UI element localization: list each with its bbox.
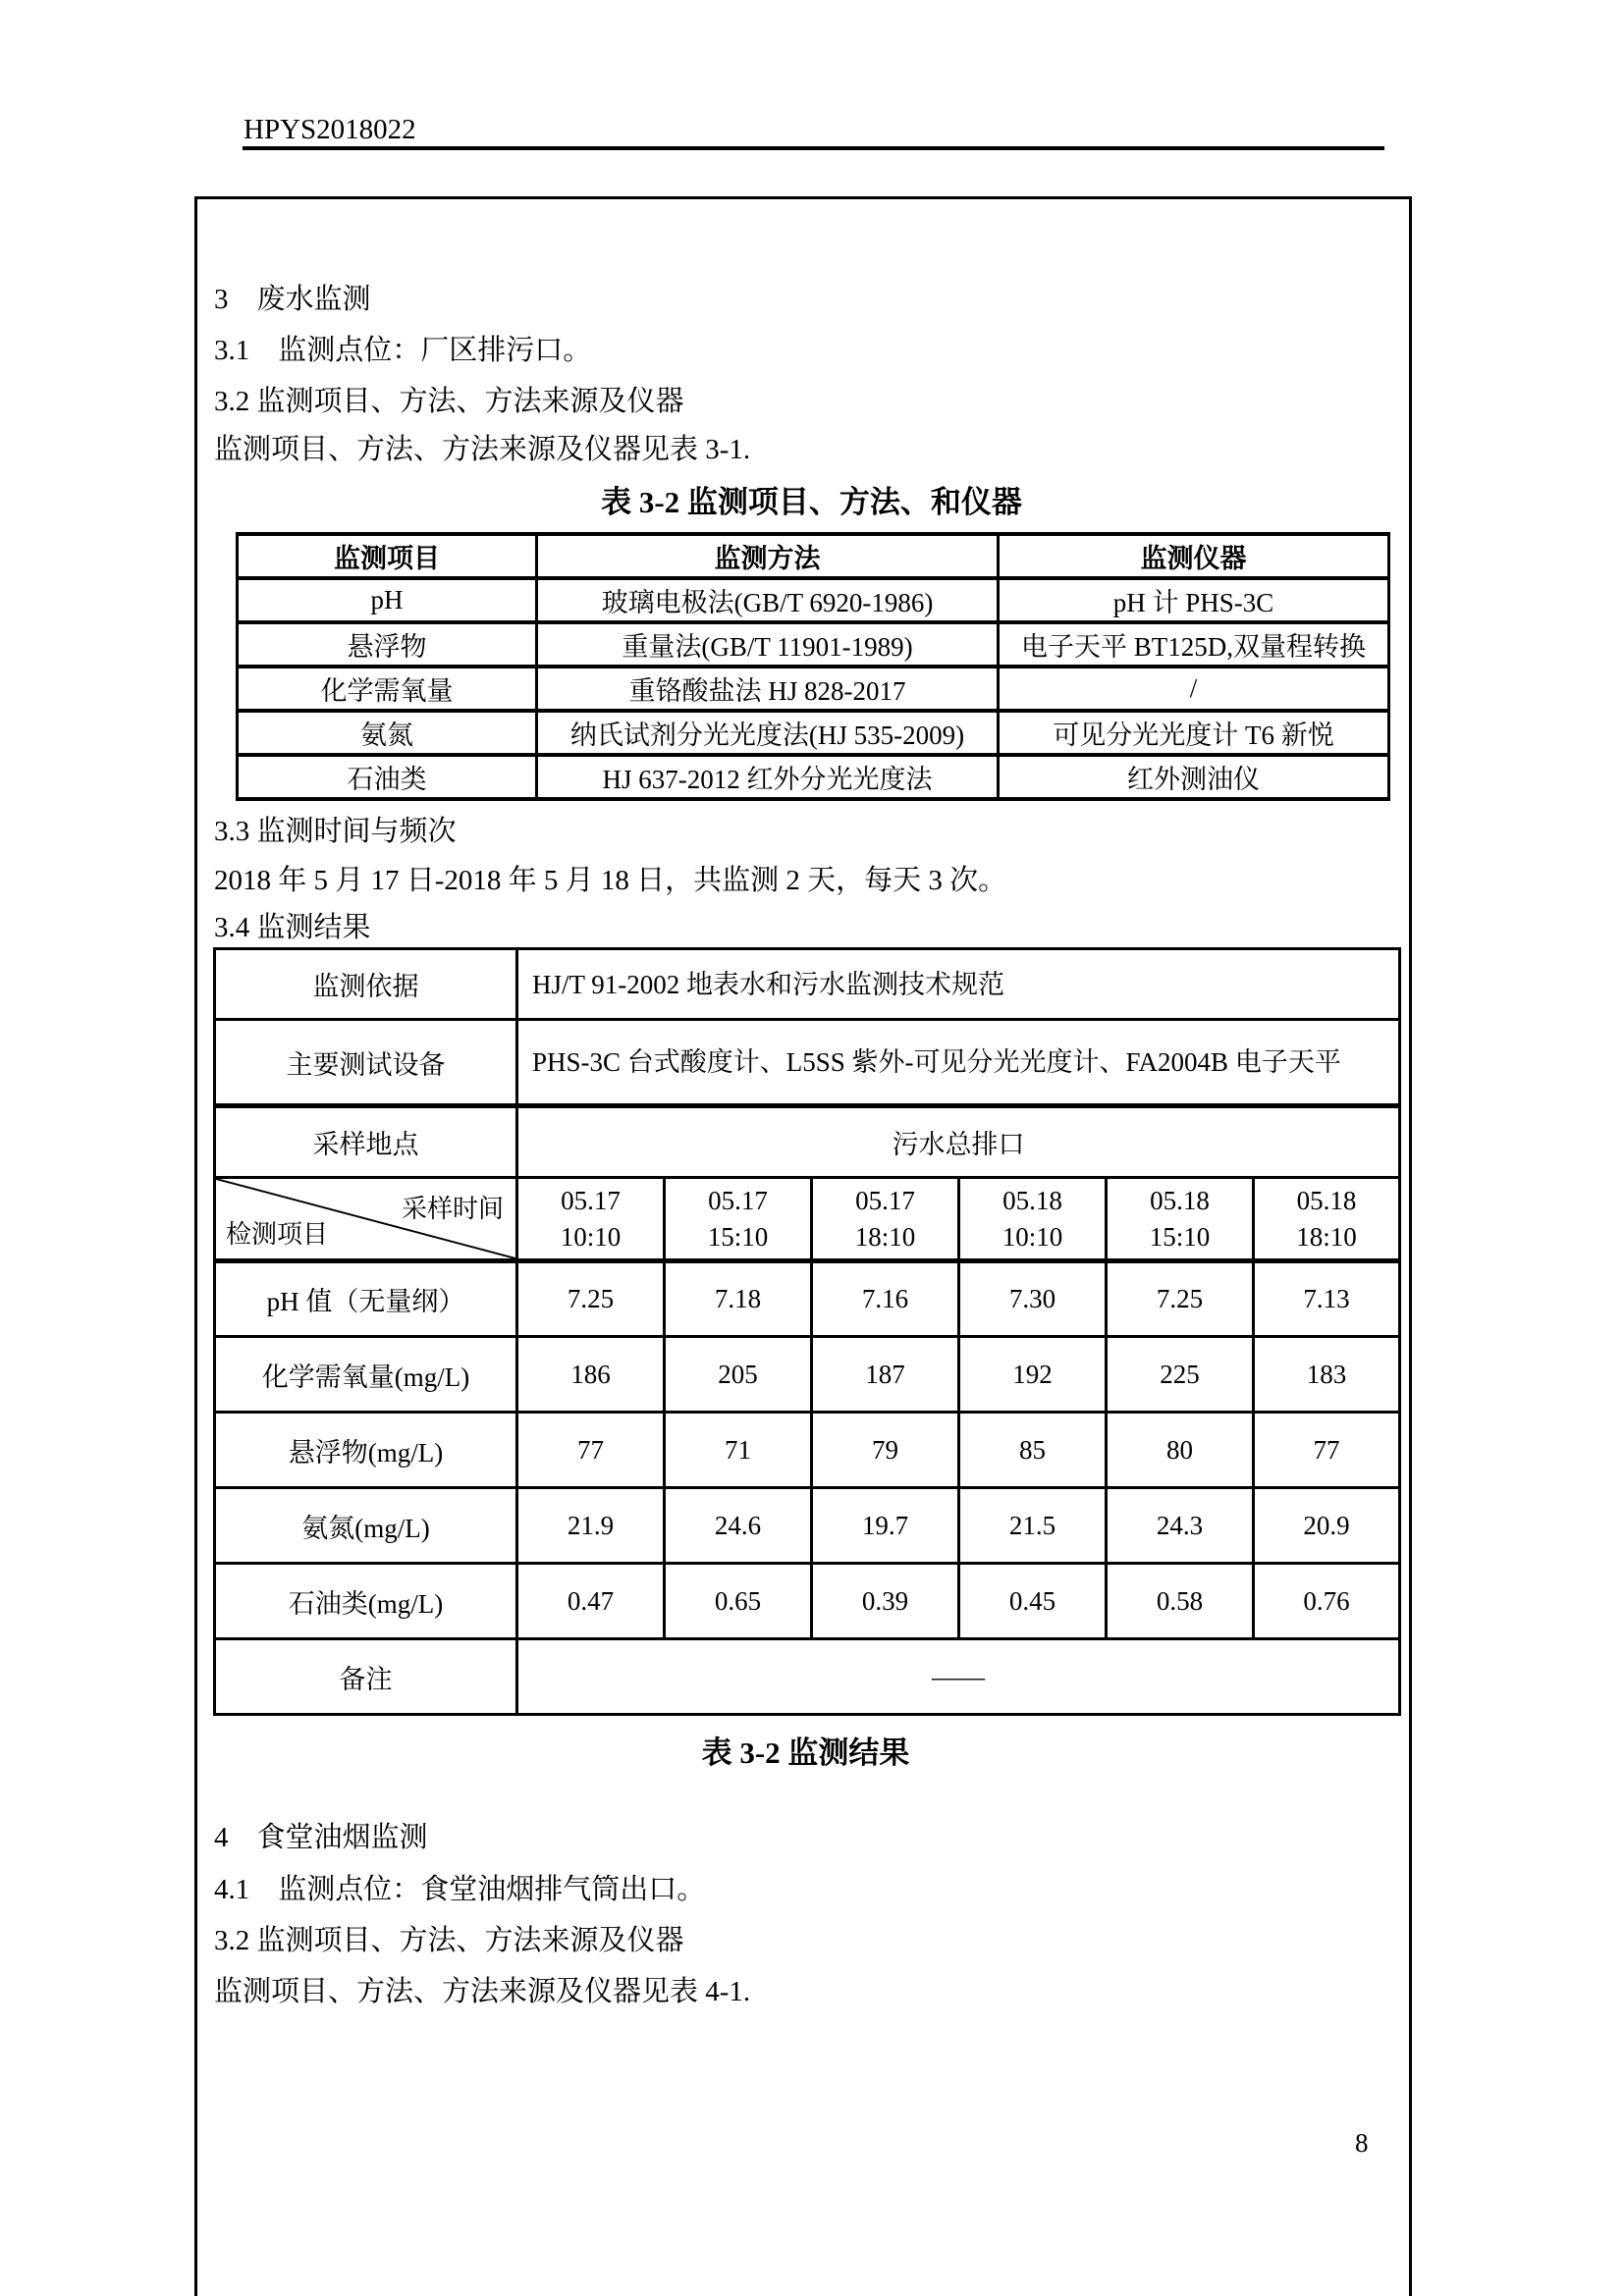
remark-label: 备注 xyxy=(215,1639,517,1715)
doc-code: HPYS2018022 xyxy=(244,114,416,145)
col-header-method: 监测方法 xyxy=(537,534,999,578)
cell-method: 纳氏试剂分光光度法(HJ 535-2009) xyxy=(537,711,999,755)
header-rule xyxy=(243,146,1384,150)
value-cell: 183 xyxy=(1254,1337,1400,1413)
result-row-nh3n xyxy=(215,1488,1400,1564)
time-col xyxy=(665,1178,812,1261)
section-3-3: 3.3 监测时间与频次 xyxy=(214,816,457,847)
value-cell: 7.30 xyxy=(959,1261,1107,1337)
value-cell: 20.9 xyxy=(1254,1488,1400,1564)
value-cell: 24.6 xyxy=(665,1488,812,1564)
row-label: 石油类(mg/L) xyxy=(215,1564,517,1639)
remark-row xyxy=(215,1639,1400,1715)
time-clock: 10:10 xyxy=(560,1221,622,1252)
remark-value: —— xyxy=(517,1639,1400,1715)
value-cell: 7.25 xyxy=(1107,1261,1254,1337)
result-row-oil xyxy=(215,1564,1400,1639)
table1-caption: 表 3-2 监测项目、方法、和仪器 xyxy=(601,485,1022,519)
section-4-1: 4.1 监测点位：食堂油烟排气筒出口。 xyxy=(214,1874,706,1905)
col-header-instrument: 监测仪器 xyxy=(999,534,1389,578)
page-number: 8 xyxy=(1355,2128,1369,2158)
equipment-label: 主要测试设备 xyxy=(215,1020,517,1106)
value-cell: 7.18 xyxy=(665,1261,812,1337)
value-cell: 0.47 xyxy=(517,1564,665,1639)
basis-row xyxy=(215,949,1400,1020)
table-row xyxy=(238,667,1389,711)
cell-item: 氨氮 xyxy=(238,711,537,755)
table-row xyxy=(238,755,1389,799)
equipment-row xyxy=(215,1020,1400,1106)
section-4-2-note: 监测项目、方法、方法来源及仪器见表 4-1. xyxy=(214,1976,751,2007)
location-label: 采样地点 xyxy=(215,1106,517,1178)
cell-instrument: / xyxy=(999,667,1389,711)
section-4-title: 4 食堂油烟监测 xyxy=(214,1822,428,1853)
table-row xyxy=(238,578,1389,622)
value-cell: 71 xyxy=(665,1413,812,1488)
value-cell: 0.65 xyxy=(665,1564,812,1639)
time-clock: 10:10 xyxy=(1001,1221,1063,1252)
value-cell: 187 xyxy=(812,1337,959,1413)
time-date: 05.18 xyxy=(1296,1185,1357,1215)
row-label: pH 值（无量纲） xyxy=(215,1261,517,1337)
value-cell: 205 xyxy=(665,1337,812,1413)
value-cell: 186 xyxy=(517,1337,665,1413)
section-3-1: 3.1 监测点位：厂区排污口。 xyxy=(214,335,592,366)
value-cell: 24.3 xyxy=(1107,1488,1254,1564)
location-value: 污水总排口 xyxy=(517,1106,1400,1178)
table-row xyxy=(238,711,1389,755)
time-col xyxy=(959,1178,1107,1261)
basis-label: 监测依据 xyxy=(215,949,517,1020)
location-row xyxy=(215,1106,1400,1178)
diag-label-test-item: 检测项目 xyxy=(226,1220,329,1249)
cell-item: 石油类 xyxy=(238,755,537,799)
cell-instrument: pH 计 PHS-3C xyxy=(999,578,1389,622)
time-clock: 18:10 xyxy=(854,1221,916,1252)
value-cell: 79 xyxy=(812,1413,959,1488)
value-cell: 80 xyxy=(1107,1413,1254,1488)
value-cell: 7.13 xyxy=(1254,1261,1400,1337)
value-cell: 192 xyxy=(959,1337,1107,1413)
value-cell: 0.39 xyxy=(812,1564,959,1639)
value-cell: 0.45 xyxy=(959,1564,1107,1639)
cell-item: 化学需氧量 xyxy=(238,667,537,711)
monitoring-methods-table xyxy=(236,532,1390,801)
value-cell: 85 xyxy=(959,1413,1107,1488)
section-3-2: 3.2 监测项目、方法、方法来源及仪器 xyxy=(214,386,684,417)
table-header-row xyxy=(238,534,1389,578)
value-cell: 7.25 xyxy=(517,1261,665,1337)
result-row-cod xyxy=(215,1337,1400,1413)
cell-method: 重量法(GB/T 11901-1989) xyxy=(537,622,999,667)
value-cell: 225 xyxy=(1107,1337,1254,1413)
value-cell: 21.5 xyxy=(959,1488,1107,1564)
section-4-2: 3.2 监测项目、方法、方法来源及仪器 xyxy=(214,1925,684,1956)
time-date: 05.17 xyxy=(855,1185,915,1215)
table-row xyxy=(238,622,1389,667)
cell-item: pH xyxy=(238,578,537,622)
cell-method: 玻璃电极法(GB/T 6920-1986) xyxy=(537,578,999,622)
cell-method: HJ 637-2012 红外分光光度法 xyxy=(537,755,999,799)
time-col xyxy=(812,1178,959,1261)
table2-caption: 表 3-2 监测结果 xyxy=(701,1735,910,1770)
value-cell: 0.76 xyxy=(1254,1564,1400,1639)
time-col xyxy=(517,1178,665,1261)
time-date: 05.17 xyxy=(561,1185,621,1215)
value-cell: 77 xyxy=(1254,1413,1400,1488)
value-cell: 19.7 xyxy=(812,1488,959,1564)
section-3-4: 3.4 监测结果 xyxy=(214,912,371,943)
cell-instrument: 电子天平 BT125D,双量程转换 xyxy=(999,622,1389,667)
time-date: 05.18 xyxy=(1150,1185,1210,1215)
equipment-value: PHS-3C 台式酸度计、L5SS 紫外-可见分光光度计、FA2004B 电子天平 xyxy=(517,1020,1400,1106)
section-3-2-note: 监测项目、方法、方法来源及仪器见表 3-1. xyxy=(214,434,751,465)
cell-instrument: 可见分光光度计 T6 新悦 xyxy=(999,711,1389,755)
result-row-ph xyxy=(215,1261,1400,1337)
cell-item: 悬浮物 xyxy=(238,622,537,667)
row-label: 氨氮(mg/L) xyxy=(215,1488,517,1564)
section-3-3-note: 2018 年 5 月 17 日-2018 年 5 月 18 日，共监测 2 天，每天 3 次。 xyxy=(214,865,1007,896)
time-date: 05.17 xyxy=(708,1185,768,1215)
result-row-ss xyxy=(215,1413,1400,1488)
time-col xyxy=(1254,1178,1400,1261)
row-label: 化学需氧量(mg/L) xyxy=(215,1337,517,1413)
diag-label-sampling-time: 采样时间 xyxy=(401,1195,504,1223)
time-header-row xyxy=(215,1178,1400,1261)
section-3-title: 3 废水监测 xyxy=(214,284,371,315)
col-header-item: 监测项目 xyxy=(238,534,537,578)
time-clock: 15:10 xyxy=(1149,1221,1211,1252)
value-cell: 7.16 xyxy=(812,1261,959,1337)
basis-value: HJ/T 91-2002 地表水和污水监测技术规范 xyxy=(517,949,1400,1020)
value-cell: 77 xyxy=(517,1413,665,1488)
diagonal-header-cell xyxy=(215,1178,517,1261)
time-clock: 18:10 xyxy=(1296,1221,1357,1252)
value-cell: 0.58 xyxy=(1107,1564,1254,1639)
value-cell: 21.9 xyxy=(517,1488,665,1564)
time-clock: 15:10 xyxy=(707,1221,769,1252)
monitoring-results-table xyxy=(213,947,1401,1716)
cell-instrument: 红外测油仪 xyxy=(999,755,1389,799)
time-date: 05.18 xyxy=(1002,1185,1062,1215)
row-label: 悬浮物(mg/L) xyxy=(215,1413,517,1488)
time-col xyxy=(1107,1178,1254,1261)
cell-method: 重铬酸盐法 HJ 828-2017 xyxy=(537,667,999,711)
